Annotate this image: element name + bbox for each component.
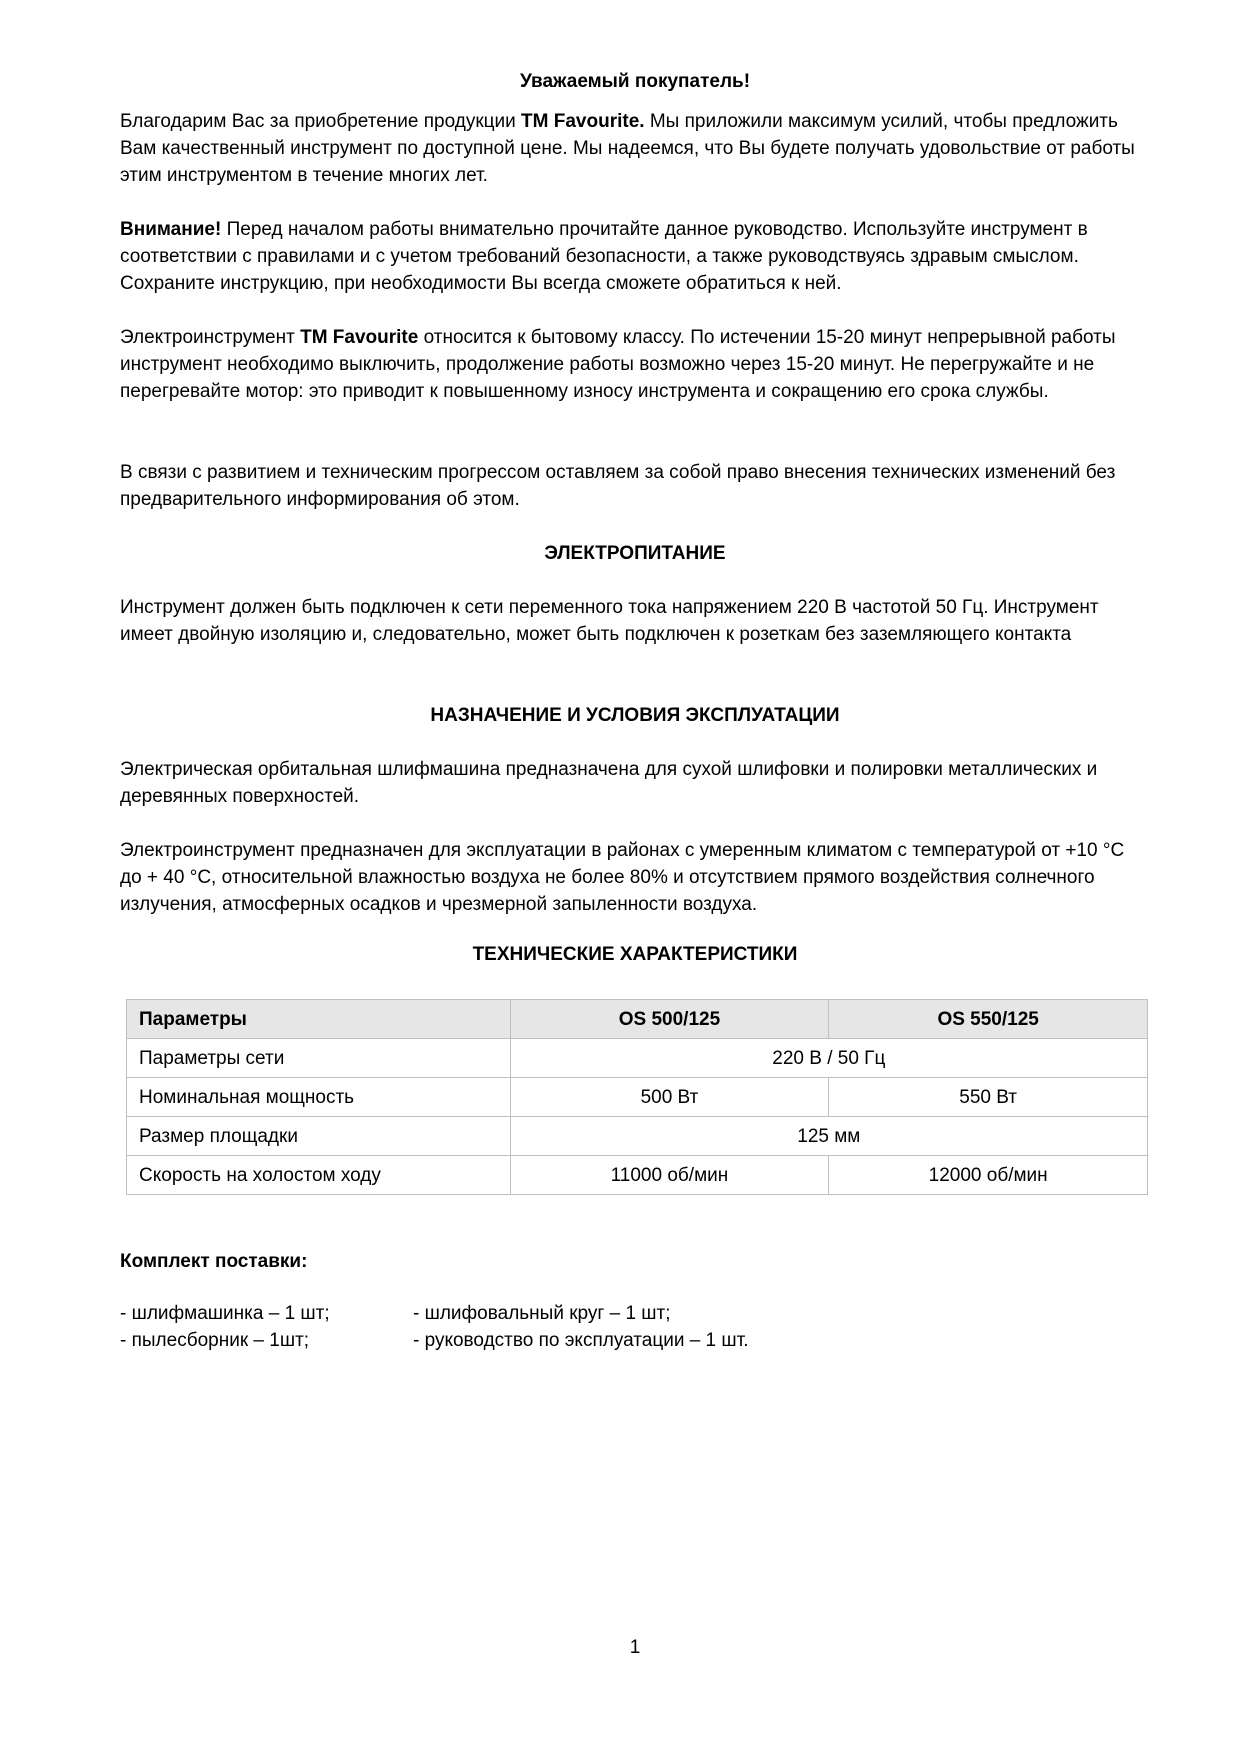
attention-label: Внимание! — [120, 219, 222, 240]
kit-item: - шлифмашинка – 1 шт; — [120, 1303, 330, 1324]
class-info-text-end: относится к бытовому классу. По истечении 15-20 минут непрерывной работы инструмент необходимо выключить, продолжение работы возможно через 15-20 минут. Не перегружайте и не перегревайте мотор: это приводит к повышенному износу инструмента и сокращению его срока службы. — [120, 327, 1116, 402]
specs-header-row — [127, 1000, 1148, 1039]
list-item — [120, 1300, 1150, 1327]
kit-title: Комплект поставки: — [120, 1251, 308, 1272]
kit-item: - шлифовальный круг – 1 шт; — [413, 1303, 671, 1324]
param-name: Параметры сети — [127, 1039, 511, 1078]
header-model-os550: OS 550/125 — [829, 1000, 1148, 1039]
specs-table — [126, 999, 1148, 1195]
purpose-paragraph: Электрическая орбитальная шлифмашина предназначена для сухой шлифовки и полировки металлических и деревянных поверхностей. — [120, 759, 1098, 807]
power-paragraph: Инструмент должен быть подключен к сети переменного тока напряжением 220 В частотой 50 Гц. Инструмент имеет двойную изоляцию и, следовательно, может быть подключен к розеткам без заземляющего контакта — [120, 597, 1099, 645]
param-value-os500: 11000 об/мин — [510, 1156, 829, 1195]
param-name: Размер площадки — [127, 1117, 511, 1156]
purpose-heading: НАЗНАЧЕНИЕ И УСЛОВИЯ ЭКСПЛУАТАЦИИ — [430, 705, 840, 726]
param-value-os550: 550 Вт — [829, 1078, 1148, 1117]
attention-paragraph — [120, 216, 1150, 297]
brand-name: ТМ Favourite — [300, 327, 419, 348]
specs-heading: ТЕХНИЧЕСКИЕ ХАРАКТЕРИСТИКИ — [472, 944, 798, 965]
greeting-title: Уважаемый покупатель! — [519, 71, 751, 92]
intro-text-end: Мы приложили максимум усилий, чтобы предложить Вам качественный инструмент по доступной цене. Мы надеемся, что Вы будете получать удовольствие от работы этим инструментом в течение многих лет. — [120, 111, 1135, 186]
conditions-paragraph: Электроинструмент предназначен для эксплуатации в районах с умеренным климатом с температурой от +10 °С до + 40 °С, относительной влажностью воздуха не более 80% и отсутствием прямого воздействия солнечного излучения, атмосферных осадков и чрезмерной запыленности воздуха. — [120, 840, 1125, 915]
param-value-shared: 220 В / 50 Гц — [510, 1039, 1147, 1078]
table-row — [127, 1078, 1148, 1117]
param-name: Скорость на холостом ходу — [127, 1156, 511, 1195]
changes-note-paragraph: В связи с развитием и техническим прогрессом оставляем за собой право внесения технических изменений без предварительного информирования об этом. — [120, 462, 1116, 510]
header-model-os500: OS 500/125 — [510, 1000, 829, 1039]
kit-item: - пылесборник – 1шт; — [120, 1330, 310, 1351]
param-value-shared: 125 мм — [510, 1117, 1147, 1156]
brand-name: ТМ Favourite. — [521, 111, 645, 132]
table-row — [127, 1117, 1148, 1156]
param-value-os500: 500 Вт — [510, 1078, 829, 1117]
page-number: 1 — [629, 1637, 641, 1658]
header-parameters: Параметры — [127, 1000, 511, 1039]
class-info-text-start: Электроинструмент — [120, 327, 301, 348]
intro-text-start: Благодарим Вас за приобретение продукции — [120, 111, 522, 132]
param-value-os550: 12000 об/мин — [829, 1156, 1148, 1195]
table-row — [127, 1039, 1148, 1078]
param-name: Номинальная мощность — [127, 1078, 511, 1117]
power-heading: ЭЛЕКТРОПИТАНИЕ — [544, 543, 726, 564]
kit-item: - руководство по эксплуатации – 1 шт. — [413, 1330, 749, 1351]
attention-text: Перед началом работы внимательно прочитайте данное руководство. Используйте инструмент в соответствии с правилами и с учетом требований безопасности, а также руководствуясь здравым смыслом. Сохраните инструкцию, при необходимости Вы всегда сможете обратиться к ней. — [120, 219, 1088, 294]
table-row — [127, 1156, 1148, 1195]
kit-list — [120, 1300, 1150, 1354]
list-item — [120, 1327, 1150, 1354]
class-info-paragraph — [120, 324, 1150, 405]
intro-paragraph — [120, 108, 1150, 189]
